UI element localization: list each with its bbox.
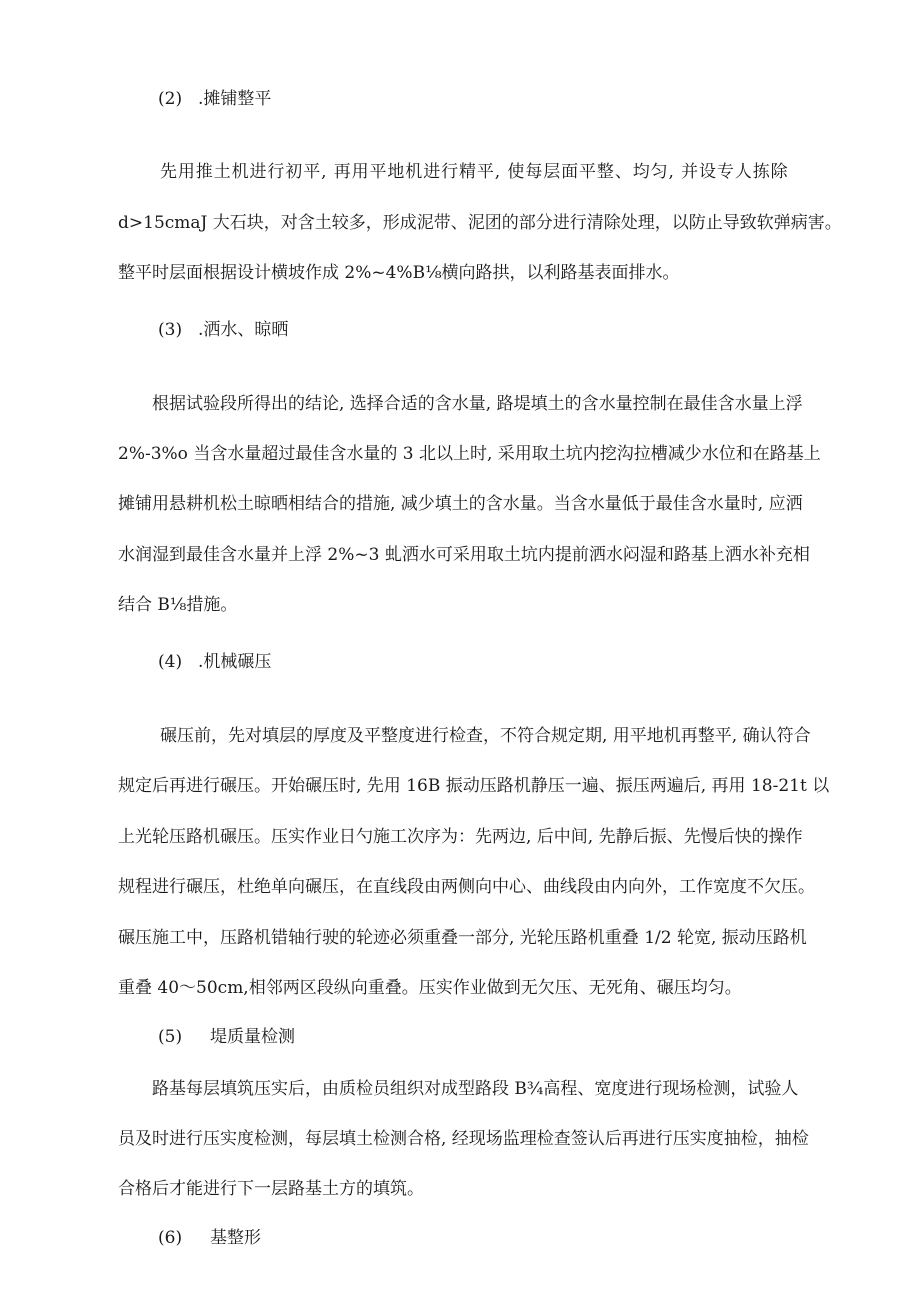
- paragraph-line: 根据试验段所得出的结论, 选择合适的含水量, 路堤填土的含水量控制在最佳含水量上浮: [152, 394, 803, 414]
- paragraph-line: 上光轮压路机碾压。压实作业日勺施工次序为：先两边, 后中间, 先静后振、先慢后快的操作: [118, 827, 803, 847]
- section-number: (4): [158, 652, 183, 672]
- section-heading-2: [158, 88, 271, 110]
- section-title: 堤质量检测: [210, 1027, 295, 1047]
- section-title: 基整形: [210, 1228, 261, 1248]
- paragraph-line: 2%-3%o 当含水量超过最佳含水量的 3 北以上时, 采用取土坑内挖沟拉槽减少水位和在路基上: [118, 444, 821, 464]
- section-heading-5: [158, 1026, 295, 1048]
- section-title: .摊铺整平: [198, 89, 272, 109]
- section-title: .洒水、晾晒: [198, 320, 289, 340]
- paragraph-line: 碾压前，先对填层的厚度及平整度进行检查，不符合规定期, 用平地机再整平, 确认符合: [160, 726, 811, 746]
- paragraph-line: d>15cmaJ 大石块，对含土较多，形成泥带、泥团的部分进行清除处理，以防止导致软弹病害。: [118, 213, 842, 233]
- paragraph-line: 结合 B⅛措施。: [118, 595, 238, 615]
- paragraph-line: 合格后才能进行下一层路基土方的填筑。: [118, 1179, 424, 1199]
- section-heading-6: [158, 1227, 261, 1249]
- section-number: (2): [158, 89, 183, 109]
- paragraph-line: 碾压施工中，压路机错轴行驶的轮迹必须重叠一部分, 光轮压路机重叠 1/2 轮宽, 振动压路机: [118, 928, 807, 948]
- paragraph-line: 员及时进行压实度检测，每层填土检测合格, 经现场监理检查签认后再进行压实度抽检，抽检: [118, 1129, 809, 1149]
- paragraph-line: 摊铺用悬耕机松土晾晒相结合的措施, 减少填土的含水量。当含水量低于最佳含水量时, 应洒: [118, 494, 803, 514]
- section-heading-4: [158, 651, 271, 673]
- section-number: (6): [158, 1228, 183, 1248]
- paragraph-line: 先用推土机进行初平, 再用平地机进行精平, 使每层面平整、均匀, 并设专人拣除: [160, 162, 789, 182]
- section-title: .机械碾压: [198, 652, 272, 672]
- section-number: (3): [158, 320, 183, 340]
- paragraph-line: 规程进行碾压，杜绝单向碾压，在直线段由两侧向中心、曲线段由内向外，工作宽度不欠压。: [118, 877, 815, 897]
- paragraph-line: 水润湿到最佳含水量并上浮 2%~3 虬洒水可采用取土坑内提前洒水闷湿和路基上洒水补充相: [118, 545, 810, 565]
- paragraph-line: 规定后再进行碾压。开始碾压时, 先用 16B 振动压路机静压一遍、振压两遍后, 再用 18-21t 以: [118, 776, 830, 796]
- section-heading-3: [158, 319, 288, 341]
- section-number: (5): [158, 1027, 183, 1047]
- paragraph-line: 整平时层面根据设计横坡作成 2%~4%B⅛横向路拱，以利路基表面排水。: [118, 263, 680, 283]
- paragraph-line: 重叠 40～50cm,相邻两区段纵向重叠。压实作业做到无欠压、无死角、碾压均匀。: [118, 978, 742, 998]
- paragraph-line: 路基每层填筑压实后，由质检员组织对成型路段 B¾高程、宽度进行现场检测，试验人: [152, 1079, 799, 1099]
